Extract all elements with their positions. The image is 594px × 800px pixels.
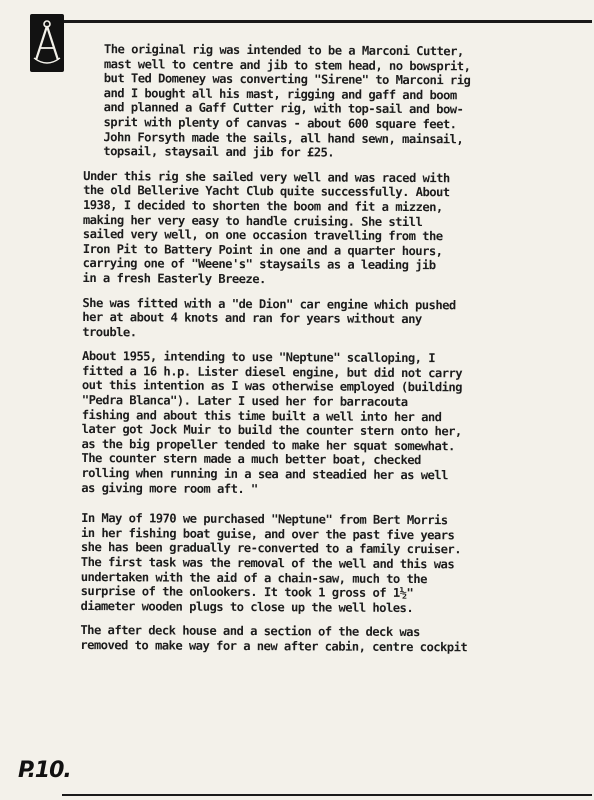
text-line: as giving more room aft. " [81,480,258,496]
text-line: "Pedra Blanca"). Later I used her for barracouta [81,393,408,410]
paragraph [83,169,584,289]
text-line: in her fishing boat guise, and over the past five years [80,525,455,543]
text-line: surprise of the onlookers. It took 1 gross of 1½" [80,584,414,601]
article-body [80,42,584,666]
text-line: fishing and about this time built a well into her and [81,407,442,424]
text-line: later got Jock Muir to build the counter stern onto her, [81,422,462,439]
text-line: fitted a 16 h.p. Lister diesel engine, but did not carry [81,363,463,381]
text-line: carrying one of "Weene's" staysails as a leading jib [82,256,436,273]
text-line: as the big propeller tended to make her squat somewhat. [81,436,455,454]
text-line: The after deck house and a section of the deck was [80,623,420,640]
text-line: but Ted Domeney was converting "Sirene" to Marconi rig [103,71,471,88]
text-line: sailed very well, on one occasion travelling from the [82,227,443,244]
text-line: Iron Pit to Battery Point in one and a quarter hours, [82,241,443,258]
text-line: sprit with plenty of canvas - about 600 square feet. [103,115,457,132]
text-line: About 1955, intending to use "Neptune" scalloping, I [82,349,436,366]
text-line: out this intention as I was otherwise employed (building [81,378,463,395]
text-line: diameter wooden plugs to close up the well holes. [80,598,414,615]
paragraph [80,623,580,655]
top-rule [62,20,592,23]
text-line: John Forsyth made the sails, all hand sewn, mainsail, [103,129,464,146]
text-line: The counter stern made a much better boat, checked [81,451,421,468]
text-line: she has been gradually re-converted to a family cruiser. [80,540,462,557]
text-line: Under this rig she sailed very well and was raced with [83,168,450,185]
text-line: in a fresh Easterly Breeze. [82,270,266,287]
paragraph [81,511,582,616]
text-line: and I bought all his mast, rigging and gaff and boom [103,85,457,103]
bottom-rule [62,794,592,796]
paragraph [82,295,582,342]
paragraph [81,349,582,498]
compass-logo-icon [30,14,64,72]
text-line: her at about 4 knots and ran for years without any [82,310,422,327]
text-line: and planned a Gaff Cutter rig, with top-sail and bow- [103,100,464,117]
text-line: 1938, I decided to shorten the boom and fit a mizzen, [82,197,443,215]
text-line: The first task was the removal of the well and this was [80,554,455,572]
text-line: The original rig was intended to be a Marconi Cutter, [103,42,464,59]
text-line: removed to make way for a new after cabin, centre cockpit [80,637,468,655]
text-line: She was fitted with a "de Dion" car engine which pushed [82,295,456,312]
text-line: topsail, staysail and jib for £25. [103,144,335,160]
text-line: the old Bellerive Yacht Club quite successfully. About [83,183,450,200]
text-line: rolling when running in a sea and steadied her as well [81,466,448,483]
text-line: In May of 1970 we purchased "Neptune" from Bert Morris [81,511,448,528]
page-number: P.10. [18,758,71,783]
text-line: mast well to centre and jib to stem head, no bowsprit, [103,56,471,73]
text-line: trouble. [82,324,137,340]
paragraph [103,42,584,162]
text-line: undertaken with the aid of a chain-saw, much to the [80,569,427,586]
text-line: making her very easy to handle cruising. She still [82,212,423,229]
